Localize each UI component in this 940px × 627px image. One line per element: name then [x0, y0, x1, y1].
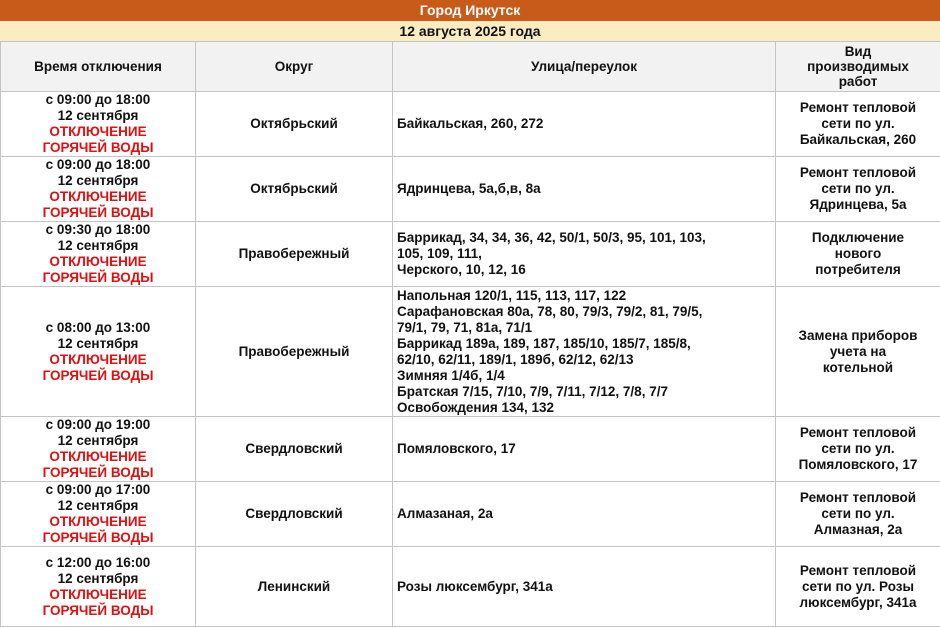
- work-line: Подключение: [811, 230, 905, 245]
- hot-water-alert: ГОРЯЧЕЙ ВОДЫ: [42, 367, 154, 383]
- street-line: Алмазаная, 2а: [397, 506, 493, 521]
- outage-date: 12 сентября: [57, 108, 139, 123]
- streets-cell: [393, 92, 776, 157]
- work-type-cell: [776, 547, 940, 627]
- hot-water-alert: ГОРЯЧЕЙ ВОДЫ: [42, 602, 154, 618]
- work-type-cell: [776, 417, 940, 482]
- work-line: Ремонт тепловой: [799, 562, 917, 578]
- street-line: Братская 7/15, 7/10, 7/9, 7/11, 7/12, 7/8, 7/7: [397, 383, 668, 399]
- time-range: с 09:30 до 18:00: [45, 222, 151, 237]
- street-line: Напольная 120/1, 115, 113, 117, 122: [397, 287, 627, 303]
- work-line: Помяловского, 17: [798, 457, 918, 472]
- time-range: с 09:00 до 18:00: [45, 157, 151, 172]
- hot-water-alert: ОТКЛЮЧЕНИЕ: [49, 351, 147, 367]
- work-line: Алмазная, 2а: [813, 522, 903, 537]
- outage-time-cell: [1, 222, 196, 287]
- work-line: Ядринцева, 5а: [809, 197, 907, 212]
- work-line: потребителя: [815, 262, 901, 277]
- street-line: 62/10, 62/11, 189/1, 189б, 62/12, 62/13: [397, 351, 634, 367]
- outage-date: 12 сентября: [57, 433, 139, 448]
- work-line: нового: [834, 246, 882, 261]
- hot-water-alert: ГОРЯЧЕЙ ВОДЫ: [42, 140, 154, 155]
- time-range: с 09:00 до 17:00: [45, 482, 151, 497]
- work-line: Ремонт тепловой: [799, 490, 917, 505]
- hot-water-alert: ОТКЛЮЧЕНИЕ: [49, 586, 147, 602]
- table-row: [1, 222, 940, 287]
- time-range: с 09:00 до 19:00: [45, 417, 151, 432]
- work-line: люксембург, 341а: [799, 594, 917, 610]
- district-cell: Правобережный: [196, 287, 393, 417]
- work-type-cell: [776, 287, 940, 417]
- outage-date: 12 сентября: [57, 498, 139, 513]
- work-line: Байкальская, 260: [799, 132, 917, 147]
- hot-water-alert: ОТКЛЮЧЕНИЕ: [49, 449, 147, 464]
- district-cell: Октябрьский: [196, 157, 393, 222]
- street-line: 79/1, 79, 71, 81а, 71/1: [397, 319, 533, 335]
- outage-time-cell: [1, 482, 196, 547]
- hot-water-alert: ОТКЛЮЧЕНИЕ: [49, 514, 147, 529]
- work-line: Ремонт тепловой: [799, 425, 917, 440]
- street-line: Черского, 10, 12, 16: [397, 262, 526, 277]
- outage-time-cell: [1, 157, 196, 222]
- column-header-street: Улица/переулок: [393, 42, 776, 92]
- streets-cell: [393, 222, 776, 287]
- notice-date: 12 августа 2025 года: [0, 21, 940, 42]
- table-row: [1, 287, 940, 417]
- street-line: Сарафановская 80а, 78, 80, 79/3, 79/2, 81, 79/5,: [397, 303, 703, 319]
- work-line: сети по ул.: [821, 116, 895, 131]
- work-line: котельной: [822, 359, 894, 375]
- work-type-cell: [776, 482, 940, 547]
- outage-date: 12 сентября: [57, 238, 139, 253]
- time-range: с 09:00 до 18:00: [45, 92, 151, 107]
- table-row: [1, 92, 940, 157]
- outage-table: [0, 41, 940, 627]
- work-line: Ремонт тепловой: [799, 100, 917, 115]
- street-line: Баррикад 189а, 189, 187, 185/10, 185/7, 185/8,: [397, 335, 691, 351]
- street-line: 105, 109, 111,: [397, 246, 482, 261]
- work-line: Замена приборов: [798, 327, 918, 343]
- district-cell: Свердловский: [196, 417, 393, 482]
- work-line: Ремонт тепловой: [799, 165, 917, 180]
- hot-water-alert: ГОРЯЧЕЙ ВОДЫ: [42, 270, 154, 285]
- street-line: Розы люксембург, 341а: [397, 578, 553, 594]
- outage-date: 12 сентября: [57, 335, 139, 351]
- table-row: [1, 547, 940, 627]
- column-header-time: Время отключения: [1, 42, 196, 92]
- hot-water-alert: ОТКЛЮЧЕНИЕ: [49, 189, 147, 204]
- hot-water-alert: ГОРЯЧЕЙ ВОДЫ: [42, 530, 154, 545]
- outage-date: 12 сентября: [57, 570, 139, 586]
- street-line: Освобождения 134, 132: [397, 399, 555, 415]
- table-row: [1, 417, 940, 482]
- column-header-district: Округ: [196, 42, 393, 92]
- work-type-cell: [776, 157, 940, 222]
- streets-cell: [393, 157, 776, 222]
- hot-water-alert: ГОРЯЧЕЙ ВОДЫ: [42, 465, 154, 480]
- city-title: Город Иркутск: [0, 0, 940, 21]
- street-line: Помяловского, 17: [397, 441, 516, 456]
- streets-cell: [393, 482, 776, 547]
- district-cell: Ленинский: [196, 547, 393, 627]
- table-header-row: [1, 42, 940, 92]
- work-type-cell: [776, 222, 940, 287]
- street-line: Ядринцева, 5а,б,в, 8а: [397, 181, 541, 196]
- work-line: сети по ул.: [821, 506, 895, 521]
- table-row: [1, 157, 940, 222]
- work-line: сети по ул. Розы: [801, 578, 915, 594]
- outage-date: 12 сентября: [57, 173, 139, 188]
- streets-cell: [393, 417, 776, 482]
- time-range: с 12:00 до 16:00: [45, 554, 151, 570]
- district-cell: Октябрьский: [196, 92, 393, 157]
- hot-water-alert: ОТКЛЮЧЕНИЕ: [49, 254, 147, 269]
- hot-water-alert: ОТКЛЮЧЕНИЕ: [49, 124, 147, 139]
- streets-cell: [393, 547, 776, 627]
- table-row: [1, 482, 940, 547]
- outage-time-cell: [1, 287, 196, 417]
- hot-water-alert: ГОРЯЧЕЙ ВОДЫ: [42, 205, 154, 220]
- work-line: сети по ул.: [821, 181, 895, 196]
- time-range: с 08:00 до 13:00: [45, 319, 151, 335]
- work-line: сети по ул.: [821, 441, 895, 456]
- outage-time-cell: [1, 92, 196, 157]
- street-line: Баррикад, 34, 34, 36, 42, 50/1, 50/3, 95, 101, 103,: [397, 230, 706, 245]
- district-cell: Правобережный: [196, 222, 393, 287]
- column-header-work: Вид производимых работ: [776, 42, 940, 92]
- work-type-cell: [776, 92, 940, 157]
- work-line: учета на: [829, 343, 887, 359]
- district-cell: Свердловский: [196, 482, 393, 547]
- outage-time-cell: [1, 417, 196, 482]
- outage-time-cell: [1, 547, 196, 627]
- streets-cell: [393, 287, 776, 417]
- street-line: Зимняя 1/4б, 1/4: [397, 367, 505, 383]
- street-line: Байкальская, 260, 272: [397, 116, 544, 131]
